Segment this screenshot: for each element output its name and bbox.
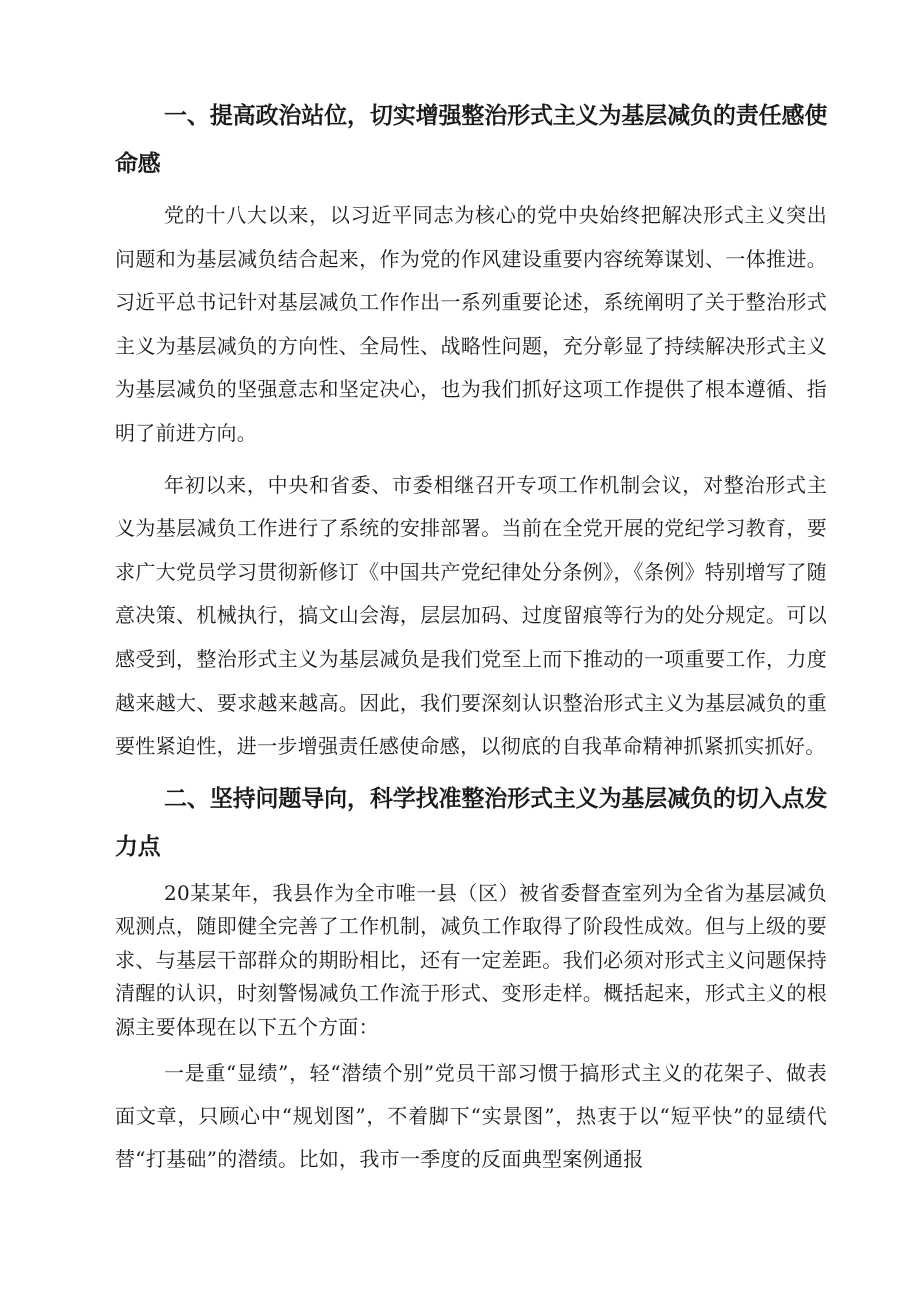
section-1-heading: 一、提高政治站位，切实增强整治形式主义为基层减负的责任感使命感 xyxy=(115,103,827,177)
section-2-heading: 二、坚持问题导向，科学找准整治形式主义为基层减负的切入点发力点 xyxy=(115,785,827,860)
section-2-paragraph-1: 20某某年，我县作为全市唯一县（区）被省委督查室列为全省为基层减负观测点，随即健全完善了工作机制，减负工作取得了阶段性成效。但与上级的要求、与基层干部群众的期盼相比，还有一定差距。我们必须对形式主义问题保持清醒的认识，时刻警惕减负工作流于形式、变形走样。概括起来，形式主义的根源主要体现在以下五个方面： xyxy=(115,880,827,1039)
section-1-paragraph-2: 年初以来，中央和省委、市委相继召开专项工作机制会议，对整治形式主义为基层减负工作进行了系统的安排部署。当前在全党开展的党纪学习教育，要求广大党员学习贯彻新修订《中国共产党纪律处分条例》，《条例》特别增写了随意决策、机械执行，搞文山会海，层层加码、过度留痕等行为的处分规定。可以感受到，整治形式主义为基层减负是我们党至上而下推动的一项重要工作，力度越来越大、要求越来越高。因此，我们要深刻认识整治形式主义为基层减负的重要性紧迫性，进一步增强责任感使命感，以彻底的自我革命精神抓紧抓实抓好。 xyxy=(115,472,827,759)
spacer xyxy=(115,1044,827,1052)
spacer xyxy=(115,456,827,464)
document-page xyxy=(115,92,827,1181)
section-1-paragraph-1: 党的十八大以来，以习近平同志为核心的党中央始终把解决形式主义突出问题和为基层减负结合起来，作为党的作风建设重要内容统筹谋划、一体推进。习近平总书记针对基层减负工作作出一系列重要论述，系统阐明了关于整治形式主义为基层减负的方向性、全局性、战略性问题，充分彰显了持续解决形式主义为基层减负的坚强意志和坚定决心，也为我们抓好这项工作提供了根本遵循、指明了前进方向。 xyxy=(115,203,827,445)
section-2-paragraph-2: 一是重“显绩”，轻“潜绩个别”党员干部习惯于搞形式主义的花架子、做表面文章，只顾心中“规划图”，不着脚下“实景图”，热衷于以“短平快”的显绩代替“打基础”的潜绩。比如，我市一季度的反面典型案例通报 xyxy=(115,1061,827,1172)
